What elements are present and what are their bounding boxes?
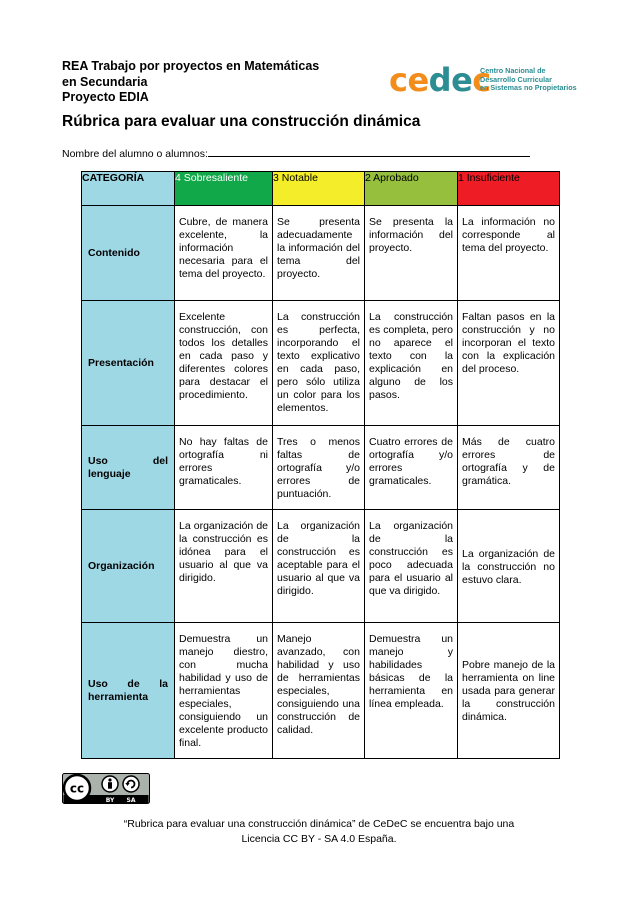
criteria-cell: Se presenta adecuadamente la información del tema del proyecto. <box>273 206 365 301</box>
table-row <box>82 301 560 426</box>
category-cell: Uso del lenguaje <box>82 426 175 510</box>
criteria-cell: Faltan pasos en la construcción y no incorporan el texto con la explicación del proceso. <box>458 301 560 426</box>
rubric-table <box>81 171 560 759</box>
criteria-cell: La organización de la construcción es poco adecuada para el usuario al que va dirigido. <box>365 510 458 623</box>
criteria-cell: No hay faltas de ortografía ni errores gramaticales. <box>175 426 273 510</box>
attribution-icon <box>102 776 118 792</box>
header-sobresaliente: 4 Sobresaliente <box>175 172 273 206</box>
criteria-cell: La construcción es completa, pero no aparece el texto con la explicación en alguno de los pasos. <box>365 301 458 426</box>
footer-line-1: “Rubrica para evaluar una construcción dinámica” de CeDeC se encuentra bajo una <box>123 818 515 830</box>
criteria-cell: Cubre, de manera excelente, la información necesaria para el tema del proyecto. <box>175 206 273 301</box>
category-cell: Presentación <box>82 301 175 426</box>
license-footer <box>62 817 576 847</box>
criteria-cell: La organización de la construcción no estuvo clara. <box>458 510 560 623</box>
criteria-cell: Excelente construcción, con todos los detalles en cada paso y diferentes colores para destacar el procedimiento. <box>175 301 273 426</box>
table-header-row <box>82 172 560 206</box>
logo-wordmark: cedec <box>389 61 491 99</box>
svg-text:SA: SA <box>126 797 136 804</box>
footer-line-2: Licencia CC BY - SA 4.0 España. <box>241 833 397 845</box>
share-alike-icon <box>123 776 139 792</box>
header-insuficiente: 1 Insuficiente <box>458 172 560 206</box>
criteria-cell: La construcción es perfecta, incorporando el texto explicativo en cada paso, pero sólo utiliza un color para los elementos. <box>273 301 365 426</box>
header-line-3: Proyecto EDIA <box>62 90 149 104</box>
criteria-cell: Pobre manejo de la herramienta on line usada para generar la construcción dinámica. <box>458 623 560 759</box>
student-label: Nombre del alumno o alumnos: <box>62 148 208 160</box>
header-line-2: en Secundaria <box>62 74 148 89</box>
student-name-blank <box>208 147 530 157</box>
criteria-cell: La información no corresponde al tema del proyecto. <box>458 206 560 301</box>
student-name-field <box>62 147 530 160</box>
header-notable: 3 Notable <box>273 172 365 206</box>
criteria-cell: La organización de la construcción es aceptable para el usuario al que va dirigido. <box>273 510 365 623</box>
cedec-logo <box>389 63 579 99</box>
criteria-cell: Demuestra un manejo diestro, con mucha habilidad y uso de herramientas especiales, consiguiendo un excelente producto final. <box>175 623 273 759</box>
header-categoria: CATEGORÍA <box>82 172 175 206</box>
svg-text:BY: BY <box>105 797 115 804</box>
page-title: Rúbrica para evaluar una construcción dinámica <box>62 113 421 130</box>
cc-icon <box>64 775 90 801</box>
criteria-cell: Demuestra un manejo y habilidades básicas de la herramienta en línea empleada. <box>365 623 458 759</box>
header-line-1: REA Trabajo por proyectos en Matemáticas <box>62 59 320 73</box>
criteria-cell: Más de cuatro errores de ortografía y de gramática. <box>458 426 560 510</box>
criteria-cell: Se presenta la información del proyecto. <box>365 206 458 301</box>
criteria-cell: La organización de la construcción es idónea para el usuario al que va dirigido. <box>175 510 273 623</box>
category-cell: Contenido <box>82 206 175 301</box>
table-row <box>82 206 560 301</box>
document-header <box>62 59 319 106</box>
logo-subtitle: Centro Nacional de Desarrollo Curricular en Sistemas no Propietarios <box>480 66 577 93</box>
criteria-cell: Tres o menos faltas de ortografía y/o errores de puntuación. <box>273 426 365 510</box>
svg-text:cc: cc <box>69 781 85 796</box>
table-row <box>82 426 560 510</box>
criteria-cell: Cuatro errores de ortografía y/o errores gramaticales. <box>365 426 458 510</box>
category-cell: Uso de la herramienta <box>82 623 175 759</box>
header-aprobado: 2 Aprobado <box>365 172 458 206</box>
cc-by-sa-badge <box>62 773 150 804</box>
criteria-cell: Manejo avanzado, con habilidad y uso de herramientas especiales, consiguiendo una construcción de calidad. <box>273 623 365 759</box>
table-row <box>82 510 560 623</box>
table-row <box>82 623 560 759</box>
category-cell: Organización <box>82 510 175 623</box>
